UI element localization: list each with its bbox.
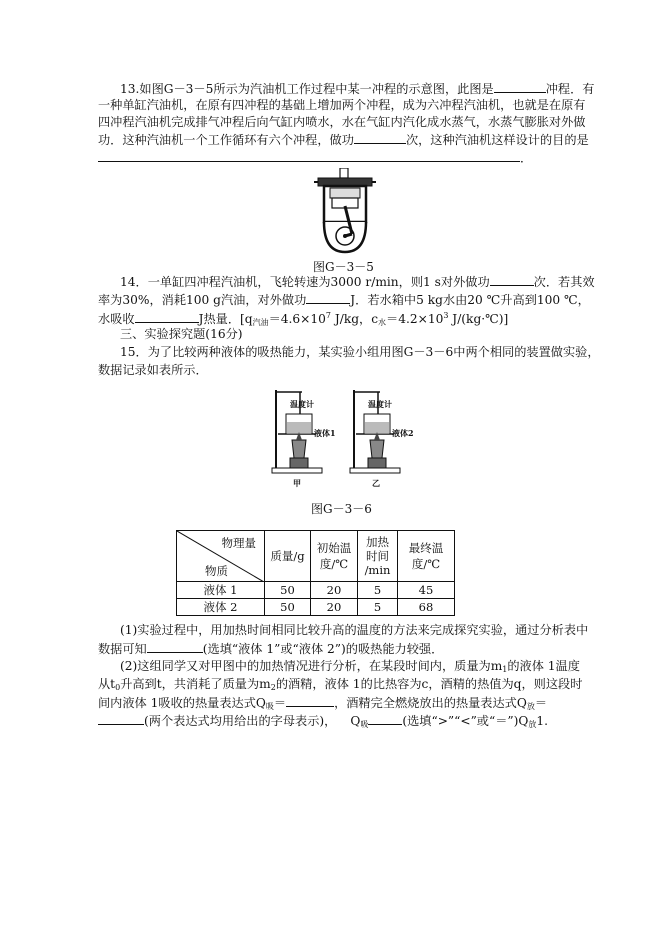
header-heat-time-1: 加热 (366, 535, 389, 549)
left-apparatus-name: 甲 (293, 478, 301, 488)
q15-line2: 数据记录如表所示． (98, 363, 208, 377)
q15p2-sub-3: 2 (270, 683, 276, 692)
header-final-temp-1: 最终温 (408, 541, 444, 555)
q15p1-line1: (1)实验过程中，用加热时间相同比较升高的温度的方法来完成探究实验，通过分析表中 (120, 623, 589, 637)
header-heat-time (358, 531, 398, 582)
q14-text-3a: 水吸收 (98, 312, 135, 326)
right-thermometer-label: 温度计 (368, 399, 392, 409)
header-mass: 质量/g (265, 531, 311, 582)
left-liquid-label: 液体1 (314, 428, 336, 438)
q15p2-text-3d: ＝ (534, 696, 548, 710)
row2-time: 5 (358, 599, 398, 616)
row2-init: 20 (311, 599, 358, 616)
q15p2-text-2c: 的酒精，液体 1的比热容为c，酒精的热值为q，则这段时 (275, 677, 583, 691)
q13-blank-stroke (494, 80, 546, 93)
row2-mass: 50 (265, 599, 311, 616)
engine-figure (314, 168, 376, 256)
right-liquid-label: 液体2 (392, 428, 414, 438)
table-diagonal-header (177, 531, 265, 582)
fig-g36-caption: 图G－3－6 (311, 502, 372, 516)
q15p1-blank (147, 640, 203, 653)
header-initial-temp-1: 初始温 (316, 541, 352, 555)
q15-line1: 15．为了比较两种液体的吸热能力，某实验小组用图G－3－6中两个相同的装置做实验， (120, 345, 600, 359)
row1-name: 液体 1 (177, 582, 265, 599)
q14-text-2a: 率为30%，消耗100 g汽油，对外做功 (98, 293, 307, 307)
q15p2-sub-release: 放 (526, 702, 535, 711)
q15p2-sub-2: 0 (115, 683, 121, 692)
q15p2-sub-absorb: 吸 (265, 702, 274, 711)
q15p2-line4 (98, 712, 548, 733)
diag-bottom-label: 物质 (205, 564, 228, 578)
row2-final: 68 (398, 599, 455, 616)
q15p2-text-1a: (2)这组同学又对甲图中的加热情况进行分析，在某段时间内，质量为m (120, 659, 503, 673)
q15p2-text-3a: 间内液体 1吸收的热量表达式Q (98, 696, 266, 710)
q13-line1 (120, 80, 594, 97)
q15p2-text-1b: 的液体 1温度 (507, 659, 580, 673)
header-final-temp-2: 度/℃ (411, 557, 441, 571)
q14-line2 (98, 291, 590, 308)
q14-text-1a: 14．一单缸四冲程汽油机，飞轮转速为3000 r/min，则1 s对外做功 (120, 275, 490, 289)
q15p2-text-4a: (两个表达式均用给出的字母表示)， (144, 714, 337, 728)
header-final-temp (398, 531, 455, 582)
q14-text-3b: J热量．[q (198, 312, 253, 326)
row1-init: 20 (311, 582, 358, 599)
q15p2-blank-q-absorb (286, 694, 334, 707)
q13-line2: 一种单缸汽油机，在原有四冲程的基础上增加两个冲程，成为六冲程汽油机，也就是在原有 (98, 98, 586, 112)
q14-text-1b: 次．若其效 (533, 275, 595, 289)
q13-text-1b: 冲程．有 (545, 82, 595, 96)
q13-text-5end: ． (520, 151, 533, 165)
left-thermometer-label: 温度计 (290, 399, 314, 409)
q13-text-1a: 13.如图G－3－5所示为汽油机工作过程中某一冲程的示意图，此图是 (120, 82, 494, 96)
q14-sup-2: 3 (443, 311, 449, 320)
q15p2-blank-compare (368, 712, 402, 725)
q14-line1 (120, 273, 595, 290)
q15p2-blank-q-release (98, 712, 144, 725)
q14-text-3f: J/(kg·℃)] (448, 312, 509, 326)
q15p2-text-4b: (选填“>”“<”或“＝”)Q (402, 714, 529, 728)
q14-text-3e: ＝4.2×10 (386, 312, 444, 326)
q15p2-text-4d: 1. (536, 714, 549, 728)
table-row (177, 582, 455, 599)
q15p1-line2 (98, 640, 443, 657)
section-3-heading: 三、实验探究题(16分) (120, 327, 243, 341)
table-row (177, 599, 455, 616)
fig-g35-caption: 图G－3－5 (313, 260, 374, 274)
q15p2-line2 (98, 676, 582, 696)
row2-name: 液体 2 (177, 599, 265, 616)
data-table (176, 530, 455, 616)
q15p1-text-2a: 数据可知 (98, 642, 147, 656)
diag-top-label: 物理量 (221, 536, 256, 550)
q15p2-text-3b: ＝ (273, 696, 287, 710)
header-heat-time-3: /min (364, 563, 391, 577)
q13-text-4a: 功．这种汽油机一个工作循环有六个冲程，做功 (98, 133, 354, 147)
q15p2-sub-1: 1 (502, 665, 508, 674)
q13-blank-purpose (98, 149, 520, 162)
q13-text-4b: 次，这种汽油机这样设计的目的是 (405, 133, 589, 147)
q15p2-sub-4b: 放 (528, 720, 537, 729)
q14-sup-1: 7 (325, 311, 331, 320)
q14-text-3d: J/kg，c (330, 312, 379, 326)
q15p2-sub-4a: 吸 (360, 720, 369, 729)
q13-line4 (98, 131, 589, 148)
right-apparatus-name: 乙 (372, 478, 380, 488)
q14-text-3c: ＝4.6×10 (268, 312, 326, 326)
q13-line5 (98, 149, 532, 166)
q14-blank-work-times (490, 273, 534, 286)
q13-line3: 四冲程汽油机完成排气冲程后向气缸内喷水，水在气缸内汽化成水蒸气，水蒸气膨胀对外做 (98, 115, 586, 129)
q14-blank-heat (135, 310, 199, 323)
row1-mass: 50 (265, 582, 311, 599)
header-heat-time-2: 时间 (366, 549, 389, 563)
q15p2-text-2b: 升高到t，共消耗了质量为m (120, 677, 271, 691)
q14-sub-petrol: 汽油 (252, 318, 269, 327)
q15p2-text-2a: 从t (98, 677, 116, 691)
q14-blank-work (306, 291, 350, 304)
q13-blank-work-count (354, 131, 406, 144)
row1-final: 45 (398, 582, 455, 599)
row1-time: 5 (358, 582, 398, 599)
q15p2-text-3c: ，酒精完全燃烧放出的热量表达式Q (334, 696, 527, 710)
q15p2-line1 (120, 658, 580, 678)
q14-sub-water: 水 (378, 318, 387, 327)
q15p2-text-4c: Q (350, 714, 361, 728)
header-initial-temp (311, 531, 358, 582)
header-initial-temp-2: 度/℃ (319, 557, 349, 571)
q14-text-2b: J．若水箱中5 kg水由20 ℃升高到100 ℃， (350, 293, 590, 307)
q15p1-text-2b: (选填“液体 1”或“液体 2”)的吸热能力较强． (202, 642, 444, 656)
